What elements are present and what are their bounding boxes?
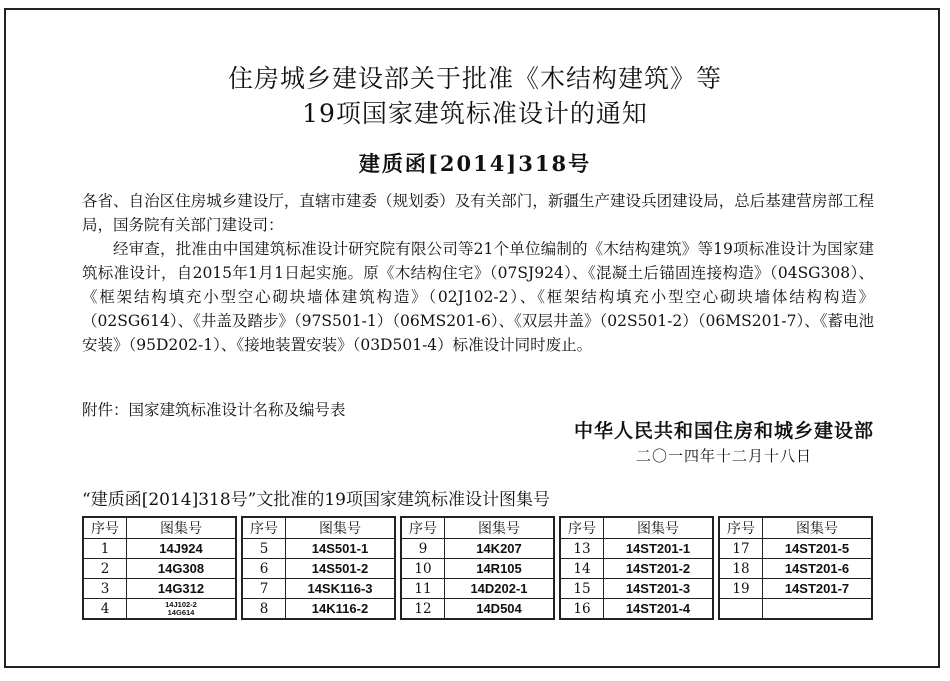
addressee-text: 各省、自治区住房城乡建设厅，直辖市建委（规划委）及有关部门，新疆生产建设兵团建设局，总后基建营房部工程局，国务院有关部门建设司： (82, 192, 874, 234)
body-paragraph: 经审查，批准由中国建筑标准设计研究院有限公司等21个单位编制的《木结构建筑》等19项标准设计为国家建筑标准设计，自2015年1月1日起实施。原《木结构住宅》（07SJ924）、《混凝土后锚固连接构造》（04SG308）、《框架结构填充小型空心砌块墙体建筑构造》（02J102-2）、《框架结构填充小型空心砌块墙体结构构造》（02SG614）、《井盖及踏步》（97S501-1）（06MS201-6）、《双层井盖》（02S501-2）（06MS201-7）、《蓄电池安装》（95D202-1）、《接地装置安装》（03D501-4）标准设计同时废止。 (82, 240, 874, 354)
atlas-code: 14D504 (445, 599, 555, 620)
table-row (560, 539, 713, 559)
atlas-code: 14S501-1 (286, 539, 396, 559)
atlas-code: 14J924 (127, 539, 237, 559)
row-number: 5 (242, 539, 286, 559)
header-no: 序号 (401, 517, 445, 539)
header-code: 图集号 (127, 517, 237, 539)
table-row (242, 539, 395, 559)
header-code: 图集号 (604, 517, 714, 539)
atlas-code: 14D202-1 (445, 579, 555, 599)
table-group-5 (718, 516, 873, 620)
row-number: 3 (83, 579, 127, 599)
atlas-code: 14K207 (445, 539, 555, 559)
row-number: 18 (719, 559, 763, 579)
header-no: 序号 (242, 517, 286, 539)
table-row (719, 579, 872, 599)
table-row (83, 599, 236, 620)
document-number: 建质函[2014]318号 (358, 151, 592, 176)
atlas-code: 14ST201-4 (604, 599, 714, 620)
table-group-2 (241, 516, 396, 620)
header-no: 序号 (719, 517, 763, 539)
table-row (401, 559, 554, 579)
table-header-row (242, 517, 395, 539)
row-number: 6 (242, 559, 286, 579)
row-number: 17 (719, 539, 763, 559)
table-caption: “建质函[2014]318号”文批准的19项国家建筑标准设计图集号 (82, 490, 550, 510)
row-number: 8 (242, 599, 286, 620)
atlas-code: 14ST201-7 (763, 579, 873, 599)
header-code: 图集号 (286, 517, 396, 539)
table-row (242, 599, 395, 620)
atlas-code: 14ST201-2 (604, 559, 714, 579)
table-group-1 (82, 516, 237, 620)
atlas-code (763, 599, 873, 620)
table-group-3 (400, 516, 555, 620)
table-header-row (560, 517, 713, 539)
table-row (719, 599, 872, 620)
atlas-code: 14ST201-1 (604, 539, 714, 559)
atlas-code: 14K116-2 (286, 599, 396, 620)
atlas-code: 14J102-2 14G614 (127, 599, 237, 620)
row-number: 13 (560, 539, 604, 559)
row-number: 4 (83, 599, 127, 620)
row-number: 19 (719, 579, 763, 599)
table-row (401, 539, 554, 559)
table-row (83, 559, 236, 579)
atlas-code: 14S501-2 (286, 559, 396, 579)
table-row (719, 539, 872, 559)
atlas-code: 14G308 (127, 559, 237, 579)
table-row (83, 579, 236, 599)
table-row (560, 599, 713, 620)
document-title-line1: 住房城乡建设部关于批准《木结构建筑》等 (227, 64, 722, 93)
atlas-code: 14ST201-5 (763, 539, 873, 559)
table-row (560, 559, 713, 579)
row-number: 16 (560, 599, 604, 620)
atlas-code: 14R105 (445, 559, 555, 579)
issue-date: 二〇一四年十二月十八日 (635, 447, 812, 465)
header-no: 序号 (83, 517, 127, 539)
document-title-line2: 19项国家建筑标准设计的通知 (302, 99, 648, 128)
table-row (242, 559, 395, 579)
atlas-code: 14G312 (127, 579, 237, 599)
row-number: 2 (83, 559, 127, 579)
table-row (560, 579, 713, 599)
header-code: 图集号 (445, 517, 555, 539)
row-number: 9 (401, 539, 445, 559)
table-header-row (83, 517, 236, 539)
table-row (242, 579, 395, 599)
attachment-note: 附件：国家建筑标准设计名称及编号表 (82, 401, 346, 419)
table-row (719, 559, 872, 579)
row-number: 10 (401, 559, 445, 579)
header-no: 序号 (560, 517, 604, 539)
row-number: 15 (560, 579, 604, 599)
table-row (401, 599, 554, 620)
table-row (401, 579, 554, 599)
row-number (719, 599, 763, 620)
atlas-code: 14ST201-6 (763, 559, 873, 579)
atlas-code: 14ST201-3 (604, 579, 714, 599)
table-group-4 (559, 516, 714, 620)
row-number: 7 (242, 579, 286, 599)
table-header-row (719, 517, 872, 539)
row-number: 14 (560, 559, 604, 579)
table-row (83, 539, 236, 559)
standards-table (82, 516, 873, 620)
table-header-row (401, 517, 554, 539)
row-number: 11 (401, 579, 445, 599)
issuing-authority: 中华人民共和国住房和城乡建设部 (573, 420, 874, 442)
row-number: 12 (401, 599, 445, 620)
row-number: 1 (83, 539, 127, 559)
header-code: 图集号 (763, 517, 873, 539)
atlas-code: 14SK116-3 (286, 579, 396, 599)
